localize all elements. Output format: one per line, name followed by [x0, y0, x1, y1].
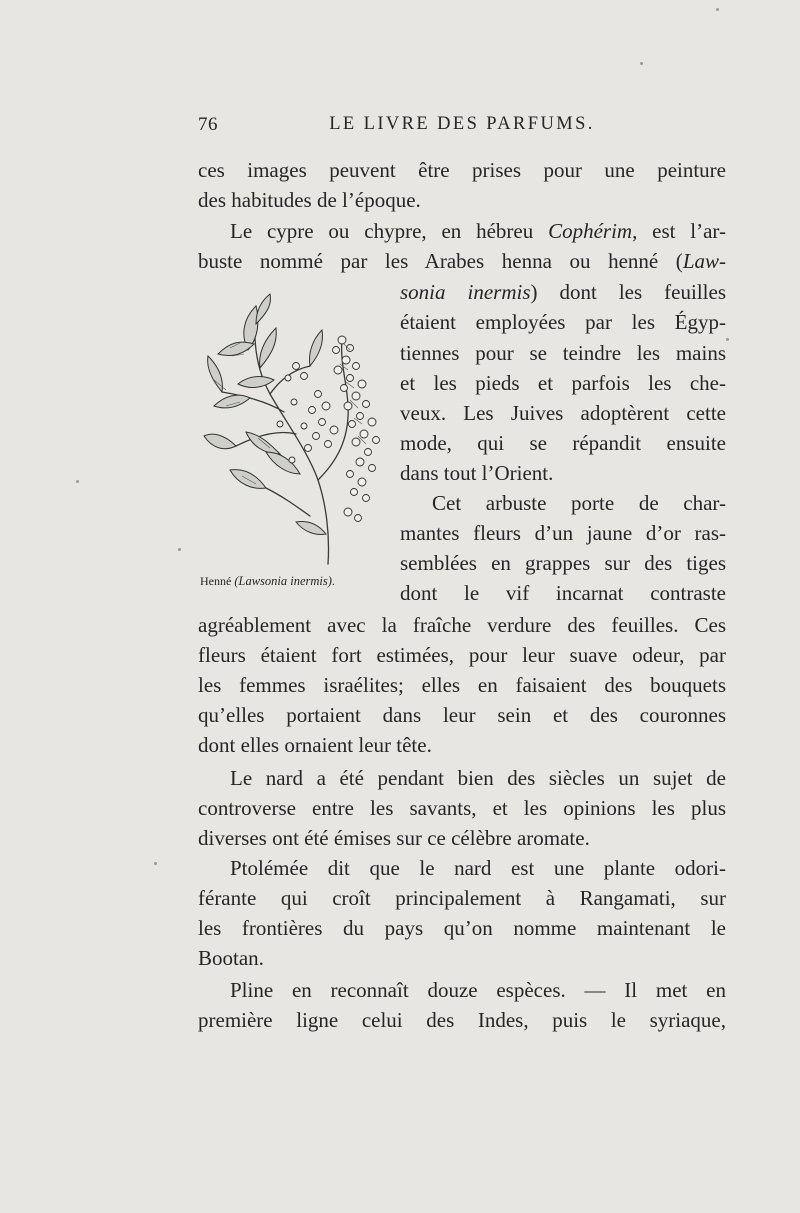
text-line: mode, qui se répandit ensuite: [400, 431, 726, 455]
text-line: diverses ont été émises sur ce célèbre aromate.: [198, 826, 590, 850]
italic-term: sonia inermis: [400, 280, 531, 304]
text-line: sonia inermis) dont les feuilles: [400, 280, 726, 304]
text-line: dont le vif incarnat contraste: [400, 581, 726, 605]
text-line: controverse entre les savants, et les opinions les plus: [198, 796, 726, 820]
henna-plant-engraving: [200, 284, 390, 576]
text-line: férante qui croît principalement à Rangamati, sur: [198, 886, 726, 910]
text-line: semblées en grappes sur des tiges: [400, 551, 726, 575]
text-line: dans tout l’Orient.: [400, 461, 554, 485]
text-line: les femmes israélites; elles en faisaient des bouquets: [198, 673, 726, 697]
text-line: des habitudes de l’époque.: [198, 188, 421, 212]
text-line: mantes fleurs d’un jaune d’or ras-: [400, 521, 726, 545]
text-line: ces images peuvent être prises pour une peinture: [198, 158, 726, 182]
running-title: LE LIVRE DES PARFUMS.: [329, 114, 595, 134]
plant-icon: [200, 284, 390, 576]
text-line: dont elles ornaient leur tête.: [198, 733, 432, 757]
text-line: les frontières du pays qu’on nomme maintenant le: [198, 916, 726, 940]
text-line: Bootan.: [198, 946, 264, 970]
page-number: 76: [198, 114, 218, 135]
italic-term: Cophérim: [548, 219, 633, 243]
text-line: et les pieds et parfois les che-: [400, 371, 726, 395]
text-line: étaient employées par les Égyp-: [400, 310, 726, 334]
figure-caption: Henné (Lawsonia inermis).: [200, 574, 335, 588]
text-line: buste nommé par les Arabes henna ou henné (Law-: [198, 249, 726, 273]
text-line: Le cypre ou chypre, en hébreu Cophérim, est l’ar-: [230, 219, 726, 243]
text-line: Pline en reconnaît douze espèces. — Il met en: [230, 978, 726, 1002]
text-line: tiennes pour se teindre les mains: [400, 341, 726, 365]
text-line: Ptolémée dit que le nard est une plante odori-: [230, 856, 726, 880]
text-line: Le nard a été pendant bien des siècles un sujet de: [230, 766, 726, 790]
text-line: fleurs étaient fort estimées, pour leur suave odeur, par: [198, 643, 726, 667]
italic-term: Law-: [682, 249, 726, 273]
page-header: [198, 114, 726, 138]
text-line: qu’elles portaient dans leur sein et des couronnes: [198, 703, 726, 727]
text-line: Cet arbuste porte de char-: [432, 491, 726, 515]
text-line: veux. Les Juives adoptèrent cette: [400, 401, 726, 425]
text-line: agréablement avec la fraîche verdure des feuilles. Ces: [198, 613, 726, 637]
text-line: première ligne celui des Indes, puis le syriaque,: [198, 1008, 726, 1032]
